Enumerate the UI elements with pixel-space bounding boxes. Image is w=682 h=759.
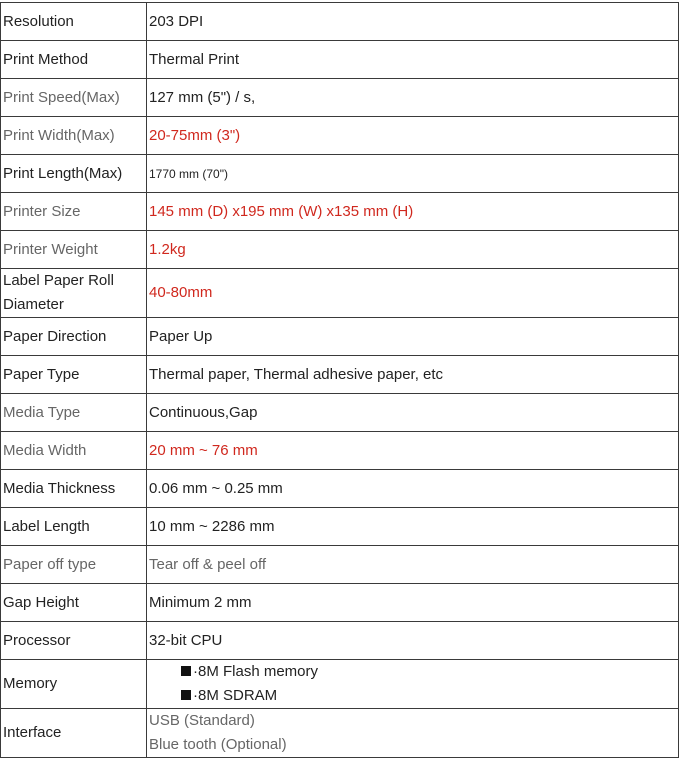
interface-line: Blue tooth (Optional)	[149, 736, 287, 753]
spec-label: Print Length(Max)	[1, 155, 147, 193]
interface-value	[147, 709, 679, 758]
spec-value: 0.06 mm ~ 0.25 mm	[147, 470, 679, 508]
spec-label: Media Type	[1, 394, 147, 432]
memory-item-text: ·8M Flash memory	[193, 663, 319, 680]
square-bullet-icon	[181, 690, 191, 700]
table-row	[1, 117, 679, 155]
spec-value: 145 mm (D) x195 mm (W) x135 mm (H)	[147, 193, 679, 231]
table-row	[1, 584, 679, 622]
spec-label: Media Width	[1, 432, 147, 470]
spec-value: 1770 mm (70")	[147, 155, 679, 193]
spec-label: Label Paper Roll Diameter	[1, 269, 147, 318]
spec-value: 40-80mm	[147, 269, 679, 318]
table-row	[1, 356, 679, 394]
spec-label: Print Method	[1, 41, 147, 79]
memory-value	[147, 660, 679, 709]
memory-item-text: ·8M SDRAM	[193, 687, 278, 704]
square-bullet-icon	[181, 666, 191, 676]
spec-label: Printer Size	[1, 193, 147, 231]
spec-label: Processor	[1, 622, 147, 660]
table-row	[1, 508, 679, 546]
spec-value: 20 mm ~ 76 mm	[147, 432, 679, 470]
spec-label: Gap Height	[1, 584, 147, 622]
spec-value: 127 mm (5") / s,	[147, 79, 679, 117]
table-row	[1, 394, 679, 432]
interface-label: Interface	[1, 709, 147, 758]
table-row	[1, 432, 679, 470]
spec-value: Thermal paper, Thermal adhesive paper, etc	[147, 356, 679, 394]
spec-label: Print Width(Max)	[1, 117, 147, 155]
table-row	[1, 269, 679, 318]
spec-label: Printer Weight	[1, 231, 147, 269]
spec-label: Print Speed(Max)	[1, 79, 147, 117]
spec-value: 203 DPI	[147, 3, 679, 41]
memory-label: Memory	[1, 660, 147, 709]
table-row	[1, 193, 679, 231]
table-row	[1, 79, 679, 117]
table-row	[1, 660, 679, 709]
spec-value: 32-bit CPU	[147, 622, 679, 660]
spec-label: Media Thickness	[1, 470, 147, 508]
spec-value: Tear off & peel off	[147, 546, 679, 584]
table-row	[1, 3, 679, 41]
table-row	[1, 231, 679, 269]
spec-value: Continuous,Gap	[147, 394, 679, 432]
table-row	[1, 470, 679, 508]
spec-label: Label Length	[1, 508, 147, 546]
spec-value: 1.2kg	[147, 231, 679, 269]
memory-item	[149, 684, 678, 708]
memory-item	[149, 660, 678, 684]
spec-label: Paper off type	[1, 546, 147, 584]
spec-value: Minimum 2 mm	[147, 584, 679, 622]
spec-label: Paper Type	[1, 356, 147, 394]
spec-value: 20-75mm (3")	[147, 117, 679, 155]
table-row	[1, 155, 679, 193]
spec-table	[0, 2, 679, 758]
spec-label: Paper Direction	[1, 318, 147, 356]
table-row	[1, 41, 679, 79]
spec-value: Paper Up	[147, 318, 679, 356]
table-row	[1, 546, 679, 584]
spec-label: Resolution	[1, 3, 147, 41]
table-row	[1, 318, 679, 356]
interface-line: USB (Standard)	[149, 712, 255, 729]
table-row	[1, 709, 679, 758]
spec-value: Thermal Print	[147, 41, 679, 79]
table-row	[1, 622, 679, 660]
spec-value: 10 mm ~ 2286 mm	[147, 508, 679, 546]
